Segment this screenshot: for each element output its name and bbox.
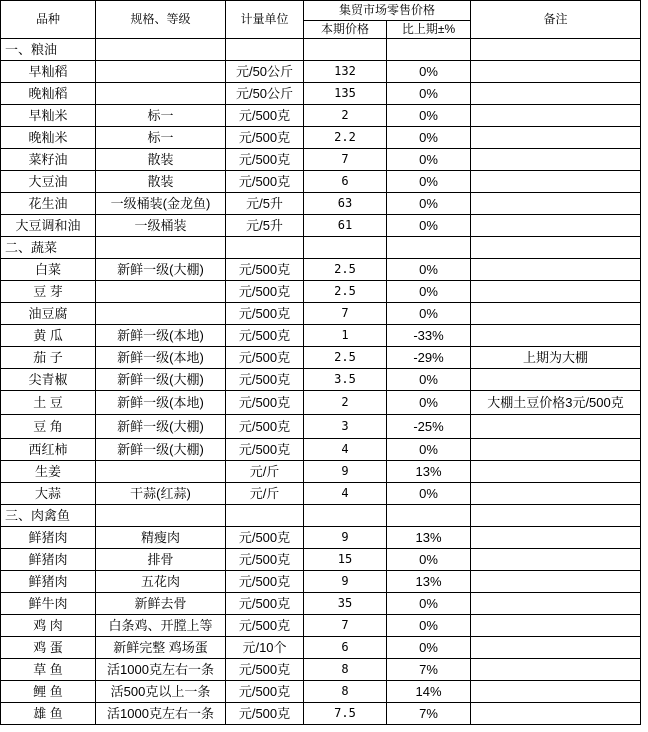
item-change: 0% bbox=[387, 149, 471, 171]
empty-cell bbox=[471, 39, 641, 61]
item-remark bbox=[471, 83, 641, 105]
item-price: 2.2 bbox=[304, 127, 387, 149]
category-row bbox=[1, 237, 641, 259]
item-remark: 上期为大棚 bbox=[471, 347, 641, 369]
item-spec: 新鲜一级(本地) bbox=[96, 325, 226, 347]
table-row bbox=[1, 171, 641, 193]
item-price: 2.5 bbox=[304, 281, 387, 303]
header-change: 比上期±% bbox=[387, 21, 471, 39]
header-current-price: 本期价格 bbox=[304, 21, 387, 39]
item-unit: 元/斤 bbox=[226, 461, 304, 483]
item-remark bbox=[471, 415, 641, 439]
item-unit: 元/500克 bbox=[226, 325, 304, 347]
item-price: 132 bbox=[304, 61, 387, 83]
item-unit: 元/500克 bbox=[226, 105, 304, 127]
item-name: 晚籼稻 bbox=[1, 83, 96, 105]
item-unit: 元/500克 bbox=[226, 347, 304, 369]
item-price: 7 bbox=[304, 303, 387, 325]
item-price: 35 bbox=[304, 593, 387, 615]
item-unit: 元/500克 bbox=[226, 439, 304, 461]
item-unit: 元/500克 bbox=[226, 681, 304, 703]
item-price: 6 bbox=[304, 171, 387, 193]
item-spec: 新鲜一级(大棚) bbox=[96, 415, 226, 439]
item-name: 鲤 鱼 bbox=[1, 681, 96, 703]
empty-cell bbox=[226, 237, 304, 259]
item-price: 3.5 bbox=[304, 369, 387, 391]
empty-cell bbox=[387, 39, 471, 61]
item-remark bbox=[471, 593, 641, 615]
item-name: 晚籼米 bbox=[1, 127, 96, 149]
item-change: 13% bbox=[387, 571, 471, 593]
category-label: 一、粮油 bbox=[1, 39, 96, 61]
empty-cell bbox=[226, 39, 304, 61]
table-row bbox=[1, 105, 641, 127]
item-price: 4 bbox=[304, 439, 387, 461]
item-change: 14% bbox=[387, 681, 471, 703]
category-label: 二、蔬菜 bbox=[1, 237, 96, 259]
item-change: 0% bbox=[387, 615, 471, 637]
item-name: 大豆油 bbox=[1, 171, 96, 193]
item-spec: 活500克以上一条 bbox=[96, 681, 226, 703]
item-unit: 元/50公斤 bbox=[226, 83, 304, 105]
item-remark bbox=[471, 571, 641, 593]
item-unit: 元/50公斤 bbox=[226, 61, 304, 83]
item-remark bbox=[471, 259, 641, 281]
table-row bbox=[1, 281, 641, 303]
table-row bbox=[1, 593, 641, 615]
table-row bbox=[1, 549, 641, 571]
item-name: 大蒜 bbox=[1, 483, 96, 505]
item-remark bbox=[471, 325, 641, 347]
item-name: 茄 子 bbox=[1, 347, 96, 369]
item-spec: 排骨 bbox=[96, 549, 226, 571]
item-spec: 新鲜一级(大棚) bbox=[96, 369, 226, 391]
item-unit: 元/500克 bbox=[226, 303, 304, 325]
table-row bbox=[1, 83, 641, 105]
item-price: 8 bbox=[304, 681, 387, 703]
item-unit: 元/500克 bbox=[226, 369, 304, 391]
item-change: 7% bbox=[387, 659, 471, 681]
item-remark bbox=[471, 615, 641, 637]
item-name: 菜籽油 bbox=[1, 149, 96, 171]
item-name: 草 鱼 bbox=[1, 659, 96, 681]
item-price: 2 bbox=[304, 391, 387, 415]
item-price: 9 bbox=[304, 461, 387, 483]
item-name: 尖青椒 bbox=[1, 369, 96, 391]
item-spec: 活1000克左右一条 bbox=[96, 703, 226, 725]
item-price: 3 bbox=[304, 415, 387, 439]
item-change: 0% bbox=[387, 215, 471, 237]
item-unit: 元/500克 bbox=[226, 127, 304, 149]
item-spec bbox=[96, 281, 226, 303]
empty-cell bbox=[471, 505, 641, 527]
item-change: 7% bbox=[387, 703, 471, 725]
item-change: 0% bbox=[387, 259, 471, 281]
item-unit: 元/500克 bbox=[226, 391, 304, 415]
item-change: 0% bbox=[387, 593, 471, 615]
empty-cell bbox=[387, 505, 471, 527]
item-name: 豆 角 bbox=[1, 415, 96, 439]
item-name: 鸡 肉 bbox=[1, 615, 96, 637]
item-change: 0% bbox=[387, 61, 471, 83]
item-name: 早籼米 bbox=[1, 105, 96, 127]
item-change: 0% bbox=[387, 83, 471, 105]
item-unit: 元/500克 bbox=[226, 615, 304, 637]
item-remark bbox=[471, 527, 641, 549]
item-change: 13% bbox=[387, 527, 471, 549]
item-remark bbox=[471, 303, 641, 325]
item-name: 生姜 bbox=[1, 461, 96, 483]
empty-cell bbox=[304, 505, 387, 527]
header-remark: 备注 bbox=[471, 1, 641, 39]
item-spec: 白条鸡、开膛上等 bbox=[96, 615, 226, 637]
item-price: 2 bbox=[304, 105, 387, 127]
item-unit: 元/5升 bbox=[226, 193, 304, 215]
empty-cell bbox=[304, 237, 387, 259]
item-name: 雄 鱼 bbox=[1, 703, 96, 725]
item-change: 0% bbox=[387, 483, 471, 505]
table-row bbox=[1, 681, 641, 703]
item-remark bbox=[471, 171, 641, 193]
item-price: 9 bbox=[304, 571, 387, 593]
header-spec: 规格、等级 bbox=[96, 1, 226, 39]
category-label: 三、肉禽鱼 bbox=[1, 505, 96, 527]
item-unit: 元/500克 bbox=[226, 281, 304, 303]
item-spec: 新鲜一级(本地) bbox=[96, 391, 226, 415]
table-row bbox=[1, 391, 641, 415]
item-remark bbox=[471, 681, 641, 703]
item-price: 61 bbox=[304, 215, 387, 237]
item-spec bbox=[96, 461, 226, 483]
item-change: 0% bbox=[387, 391, 471, 415]
empty-cell bbox=[96, 505, 226, 527]
table-row bbox=[1, 369, 641, 391]
item-spec: 标一 bbox=[96, 127, 226, 149]
item-remark bbox=[471, 127, 641, 149]
item-remark bbox=[471, 105, 641, 127]
item-remark bbox=[471, 461, 641, 483]
table-row bbox=[1, 637, 641, 659]
item-price: 2.5 bbox=[304, 347, 387, 369]
item-name: 油豆腐 bbox=[1, 303, 96, 325]
item-unit: 元/500克 bbox=[226, 571, 304, 593]
item-unit: 元/500克 bbox=[226, 703, 304, 725]
item-spec bbox=[96, 83, 226, 105]
item-price: 7 bbox=[304, 149, 387, 171]
header-name: 品种 bbox=[1, 1, 96, 39]
item-remark bbox=[471, 439, 641, 461]
item-remark bbox=[471, 369, 641, 391]
item-spec: 干蒜(红蒜) bbox=[96, 483, 226, 505]
item-price: 9 bbox=[304, 527, 387, 549]
item-change: 0% bbox=[387, 171, 471, 193]
empty-cell bbox=[226, 505, 304, 527]
item-spec bbox=[96, 61, 226, 83]
item-remark bbox=[471, 149, 641, 171]
table-row bbox=[1, 347, 641, 369]
item-spec: 新鲜一级(大棚) bbox=[96, 259, 226, 281]
item-unit: 元/500克 bbox=[226, 659, 304, 681]
table-row bbox=[1, 439, 641, 461]
table-row bbox=[1, 127, 641, 149]
item-change: -29% bbox=[387, 347, 471, 369]
item-spec: 新鲜完整 鸡场蛋 bbox=[96, 637, 226, 659]
item-remark bbox=[471, 659, 641, 681]
item-spec: 活1000克左右一条 bbox=[96, 659, 226, 681]
item-spec: 新鲜去骨 bbox=[96, 593, 226, 615]
category-row bbox=[1, 505, 641, 527]
item-name: 白菜 bbox=[1, 259, 96, 281]
item-unit: 元/500克 bbox=[226, 149, 304, 171]
item-name: 鲜猪肉 bbox=[1, 571, 96, 593]
item-remark bbox=[471, 703, 641, 725]
item-remark bbox=[471, 549, 641, 571]
item-unit: 元/5升 bbox=[226, 215, 304, 237]
item-unit: 元/500克 bbox=[226, 527, 304, 549]
item-spec: 散装 bbox=[96, 149, 226, 171]
table-row bbox=[1, 461, 641, 483]
item-name: 土 豆 bbox=[1, 391, 96, 415]
empty-cell bbox=[96, 39, 226, 61]
empty-cell bbox=[96, 237, 226, 259]
item-name: 鲜牛肉 bbox=[1, 593, 96, 615]
item-price: 135 bbox=[304, 83, 387, 105]
table-row bbox=[1, 259, 641, 281]
item-name: 豆 芽 bbox=[1, 281, 96, 303]
item-unit: 元/500克 bbox=[226, 171, 304, 193]
item-change: 0% bbox=[387, 105, 471, 127]
item-spec: 一级桶装 bbox=[96, 215, 226, 237]
item-price: 7.5 bbox=[304, 703, 387, 725]
table-row bbox=[1, 325, 641, 347]
item-price: 2.5 bbox=[304, 259, 387, 281]
item-change: 0% bbox=[387, 193, 471, 215]
item-price: 15 bbox=[304, 549, 387, 571]
category-row bbox=[1, 39, 641, 61]
empty-cell bbox=[471, 237, 641, 259]
item-remark bbox=[471, 193, 641, 215]
item-spec: 新鲜一级(本地) bbox=[96, 347, 226, 369]
item-unit: 元/斤 bbox=[226, 483, 304, 505]
empty-cell bbox=[304, 39, 387, 61]
table-row bbox=[1, 703, 641, 725]
item-name: 鲜猪肉 bbox=[1, 549, 96, 571]
item-name: 大豆调和油 bbox=[1, 215, 96, 237]
table-row bbox=[1, 193, 641, 215]
table-row bbox=[1, 615, 641, 637]
item-price: 4 bbox=[304, 483, 387, 505]
item-spec: 一级桶装(金龙鱼) bbox=[96, 193, 226, 215]
table-row bbox=[1, 415, 641, 439]
table-row bbox=[1, 303, 641, 325]
item-change: 0% bbox=[387, 549, 471, 571]
item-spec: 标一 bbox=[96, 105, 226, 127]
item-spec bbox=[96, 303, 226, 325]
price-table-body bbox=[1, 39, 641, 725]
item-remark bbox=[471, 281, 641, 303]
header-unit: 计量单位 bbox=[226, 1, 304, 39]
item-price: 7 bbox=[304, 615, 387, 637]
item-name: 早籼稻 bbox=[1, 61, 96, 83]
item-price: 6 bbox=[304, 637, 387, 659]
item-unit: 元/10个 bbox=[226, 637, 304, 659]
item-price: 8 bbox=[304, 659, 387, 681]
item-change: 0% bbox=[387, 439, 471, 461]
table-row bbox=[1, 149, 641, 171]
item-remark bbox=[471, 637, 641, 659]
item-change: 0% bbox=[387, 303, 471, 325]
item-change: 0% bbox=[387, 281, 471, 303]
item-spec: 精瘦肉 bbox=[96, 527, 226, 549]
item-remark bbox=[471, 61, 641, 83]
item-spec: 散装 bbox=[96, 171, 226, 193]
empty-cell bbox=[387, 237, 471, 259]
item-name: 黄 瓜 bbox=[1, 325, 96, 347]
item-change: 0% bbox=[387, 637, 471, 659]
item-remark bbox=[471, 215, 641, 237]
item-unit: 元/500克 bbox=[226, 549, 304, 571]
item-unit: 元/500克 bbox=[226, 259, 304, 281]
item-change: -33% bbox=[387, 325, 471, 347]
table-row bbox=[1, 483, 641, 505]
item-remark bbox=[471, 483, 641, 505]
item-unit: 元/500克 bbox=[226, 415, 304, 439]
item-price: 63 bbox=[304, 193, 387, 215]
table-row bbox=[1, 571, 641, 593]
item-price: 1 bbox=[304, 325, 387, 347]
item-name: 鸡 蛋 bbox=[1, 637, 96, 659]
table-row bbox=[1, 215, 641, 237]
item-change: 13% bbox=[387, 461, 471, 483]
item-name: 西红柿 bbox=[1, 439, 96, 461]
item-unit: 元/500克 bbox=[226, 593, 304, 615]
item-change: -25% bbox=[387, 415, 471, 439]
table-row bbox=[1, 659, 641, 681]
item-name: 花生油 bbox=[1, 193, 96, 215]
item-remark: 大棚土豆价格3元/500克 bbox=[471, 391, 641, 415]
item-change: 0% bbox=[387, 127, 471, 149]
table-row bbox=[1, 61, 641, 83]
item-spec: 新鲜一级(大棚) bbox=[96, 439, 226, 461]
item-change: 0% bbox=[387, 369, 471, 391]
item-spec: 五花肉 bbox=[96, 571, 226, 593]
item-name: 鲜猪肉 bbox=[1, 527, 96, 549]
header-market-price: 集贸市场零售价格 bbox=[304, 1, 471, 21]
table-row bbox=[1, 527, 641, 549]
